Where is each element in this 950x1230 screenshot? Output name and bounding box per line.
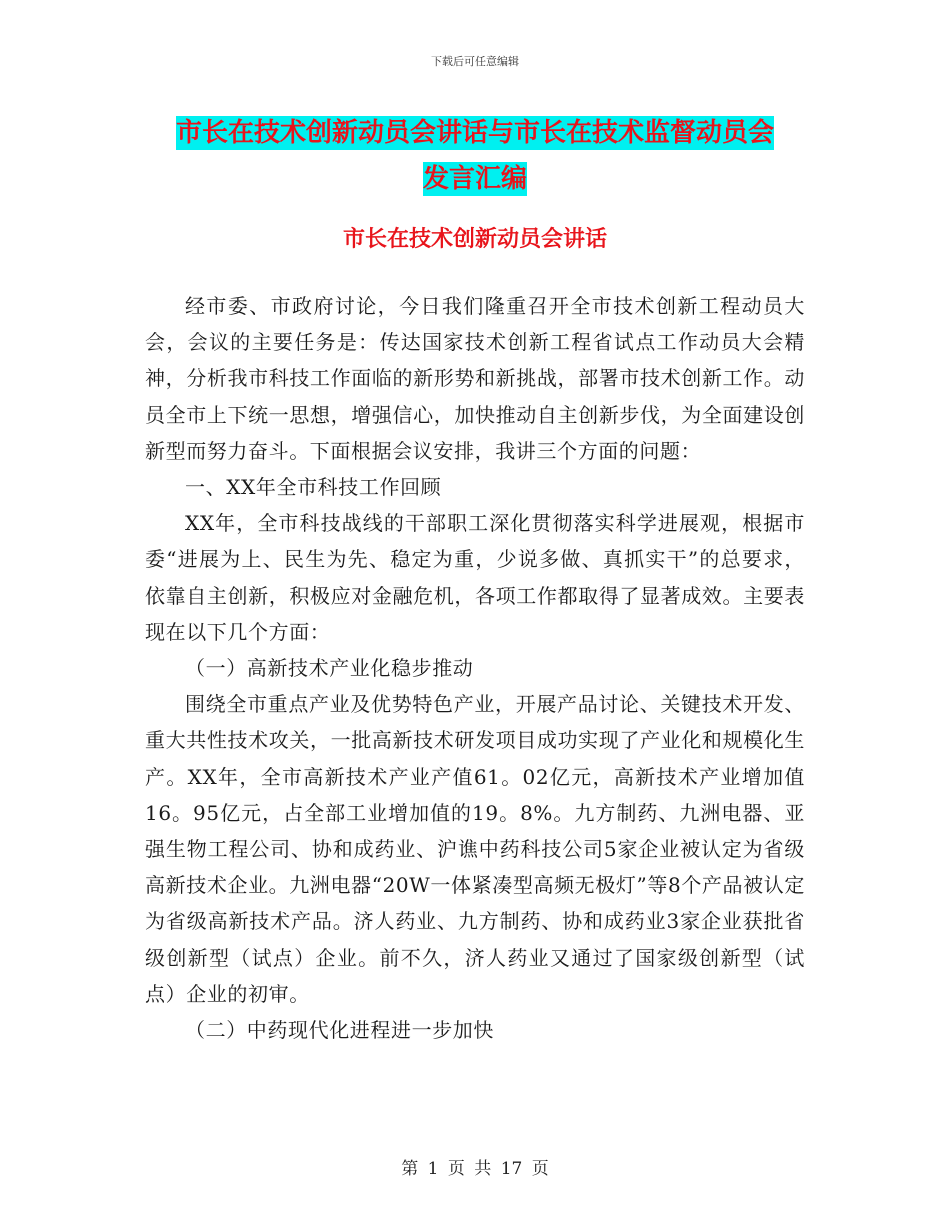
document-title-line-1: 市长在技术创新动员会讲话与市长在技术监督动员会: [175, 118, 774, 148]
document-body: [145, 288, 805, 1048]
document-title-line-2: 发言汇编: [422, 164, 527, 194]
heading-part-one: 一、XX年全市科技工作回顾: [185, 475, 442, 500]
paragraph-review: XX年，全市科技战线的干部职工深化贯彻落实科学进展观，根据市委“进展为上、民生为先、稳定为重，少说多做、真抓实干”的总要求，依靠自主创新，积极应对金融危机，各项工作都取得了显著成效。主要表现在以下几个方面：: [145, 511, 805, 644]
paragraph-intro: 经市委、市政府讨论，今日我们隆重召开全市技术创新工程动员大会，会议的主要任务是：传达国家技术创新工程省试点工作动员大会精神，分析我市科技工作面临的新形势和新挑战，部署市技术创新工作。动员全市上下统一思想，增强信心，加快推动自主创新步伐，为全面建设创新型而努力奋斗。下面根据会议安排，我讲三个方面的问题：: [145, 294, 805, 463]
paragraph-hightech: 围绕全市重点产业及优势特色产业，开展产品讨论、关键技术开发、重大共性技术攻关，一批高新技术研发项目成功实现了产业化和规模化生产。XX年，全市高新技术产业产值61。02亿元，高新技术产业增加值16。95亿元，占全部工业增加值的19。8%。九方制药、九洲电器、亚强生物工程公司、协和成药业、沪谯中药科技公司5家企业被认定为省级高新技术企业。九洲电器“20W一体紧凑型高频无极灯”等8个产品被认定为省级高新技术产品。济人药业、九方制药、协和成药业3家企业获批省级创新型（试点）企业。前不久，济人药业又通过了国家级创新型（试点）企业的初审。: [145, 692, 805, 1006]
section-title: 市长在技术创新动员会讲话: [342, 227, 607, 252]
header-note: 下载后可任意编辑: [431, 55, 519, 68]
document-title: [140, 110, 810, 202]
heading-sub-two: （二）中药现代化进程进一步加快: [185, 1018, 494, 1043]
heading-sub-one: （一）高新技术产业化稳步推动: [185, 656, 474, 681]
page-footer: 第 1 页 共 17 页: [401, 1159, 549, 1179]
